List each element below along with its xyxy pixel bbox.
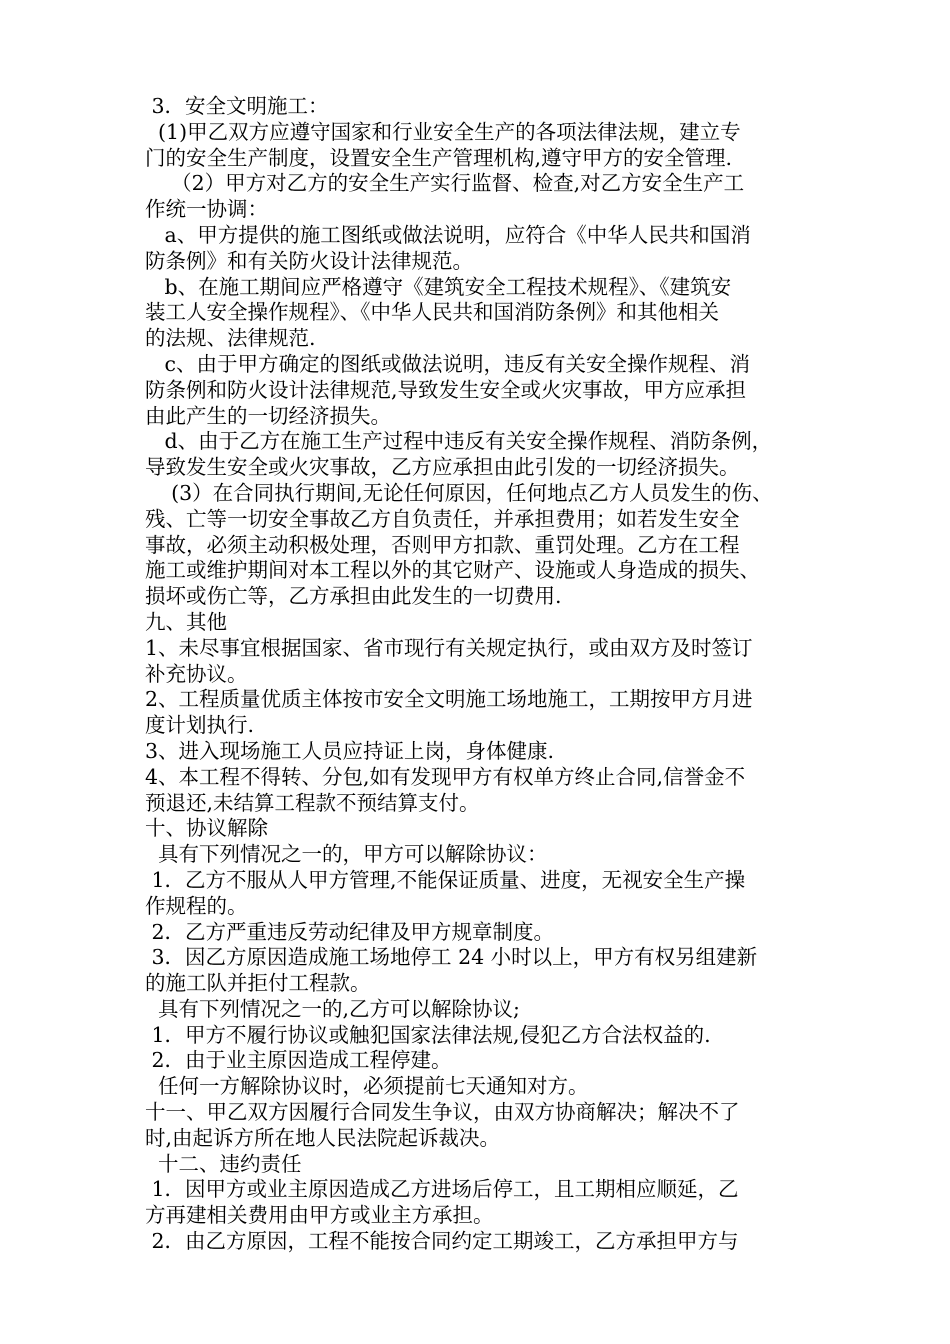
document-line: 1．甲方不履行协议或触犯国家法律法规,侵犯乙方合法权益的. — [145, 1022, 711, 1047]
document-line: 防条例和防火设计法律规范,导致发生安全或火灾事故，甲方应承担 — [145, 377, 747, 402]
document-line: 1．乙方不服从人甲方管理,不能保证质量、进度，无视安全生产操 — [145, 867, 746, 892]
document-line: a、甲方提供的施工图纸或做法说明，应符合《中华人民共和国消 — [145, 222, 751, 247]
document-line: 2．由于业主原因造成工程停建。 — [145, 1048, 452, 1073]
document-line: 具有下列情况之一的，甲方可以解除协议： — [145, 842, 548, 867]
document-line: 损坏或伤亡等，乙方承担由此发生的一切费用. — [145, 584, 562, 609]
document-line: 防条例》和有关防火设计法律规范。 — [145, 248, 473, 273]
document-line: 门的安全生产制度，设置安全生产管理机构,遵守甲方的安全管理. — [145, 145, 733, 170]
document-line: d、由于乙方在施工生产过程中违反有关安全操作规程、消防条例， — [145, 429, 773, 454]
document-line: 导致发生安全或火灾事故，乙方应承担由此引发的一切经济损失。 — [145, 455, 740, 480]
document-line: 2、工程质量优质主体按市安全文明施工场地施工，工期按甲方月进 — [145, 687, 753, 712]
document-line: 时,由起诉方所在地人民法院起诉裁决。 — [145, 1125, 501, 1150]
document-line: 十二、违约责任 — [145, 1151, 302, 1176]
document-line: (1)甲乙双方应遵守国家和行业安全生产的各项法律法规，建立专 — [145, 119, 741, 144]
document-line: 4、本工程不得转、分包,如有发现甲方有权单方终止合同,信誉金不 — [145, 764, 746, 789]
document-line: 作规程的。 — [145, 893, 248, 918]
document-line: （2）甲方对乙方的安全生产实行监督、检查,对乙方安全生产工 — [145, 171, 745, 196]
document-line: 3、进入现场施工人员应持证上岗，身体健康. — [145, 738, 555, 763]
document-line: 作统一协调： — [145, 197, 268, 222]
document-line: 十、协议解除 — [145, 816, 268, 841]
document-line: 任何一方解除协议时，必须提前七天通知对方。 — [145, 1074, 589, 1099]
document-line: 九、其他 — [145, 609, 227, 634]
document-line: c、由于甲方确定的图纸或做法说明，违反有关安全操作规程、消 — [145, 351, 751, 376]
document-line: 的法规、法律规范. — [145, 326, 316, 351]
document-line: 1．因甲方或业主原因造成乙方进场后停工，且工期相应顺延，乙 — [145, 1177, 739, 1202]
document-line: b、在施工期间应严格遵守《建筑安全工程技术规程》、《建筑安 — [145, 274, 732, 299]
document-line: 装工人安全操作规程》、《中华人民共和国消防条例》和其他相关 — [145, 300, 719, 325]
contract-document-page — [145, 94, 815, 1255]
document-line: (3）在合同执行期间,无论任何原因，任何地点乙方人员发生的伤、 — [145, 480, 773, 505]
document-line: 度计划执行. — [145, 713, 255, 738]
document-line: 补充协议。 — [145, 661, 248, 686]
document-line: 事故，必须主动积极处理，否则甲方扣款、重罚处理。乙方在工程 — [145, 532, 740, 557]
document-line: 2．由乙方原因，工程不能按合同约定工期竣工，乙方承担甲方与 — [145, 1229, 739, 1254]
document-line: 1、未尽事宜根据国家、省市现行有关规定执行，或由双方及时签订 — [145, 635, 753, 660]
document-line: 十一、甲乙双方因履行合同发生争议，由双方协商解决；解决不了 — [145, 1100, 740, 1125]
document-line: 3．因乙方原因造成施工场地停工 24 小时以上，甲方有权另组建新 — [145, 945, 758, 970]
document-line: 施工或维护期间对本工程以外的其它财产、设施或人身造成的损失、 — [145, 558, 760, 583]
document-line: 3．安全文明施工： — [145, 94, 329, 118]
document-line: 方再建相关费用由甲方或业主方承担。 — [145, 1203, 494, 1228]
document-line: 具有下列情况之一的,乙方可以解除协议; — [145, 996, 520, 1021]
document-line: 的施工队并拒付工程款。 — [145, 971, 371, 996]
document-line: 2．乙方严重违反劳动纪律及甲方规章制度。 — [145, 919, 555, 944]
document-line: 预退还,未结算工程款不预结算支付。 — [145, 790, 480, 815]
document-line: 残、亡等一切安全事故乙方自负责任，并承担费用；如若发生安全 — [145, 506, 740, 531]
document-line: 由此产生的一切经济损失。 — [145, 403, 391, 428]
